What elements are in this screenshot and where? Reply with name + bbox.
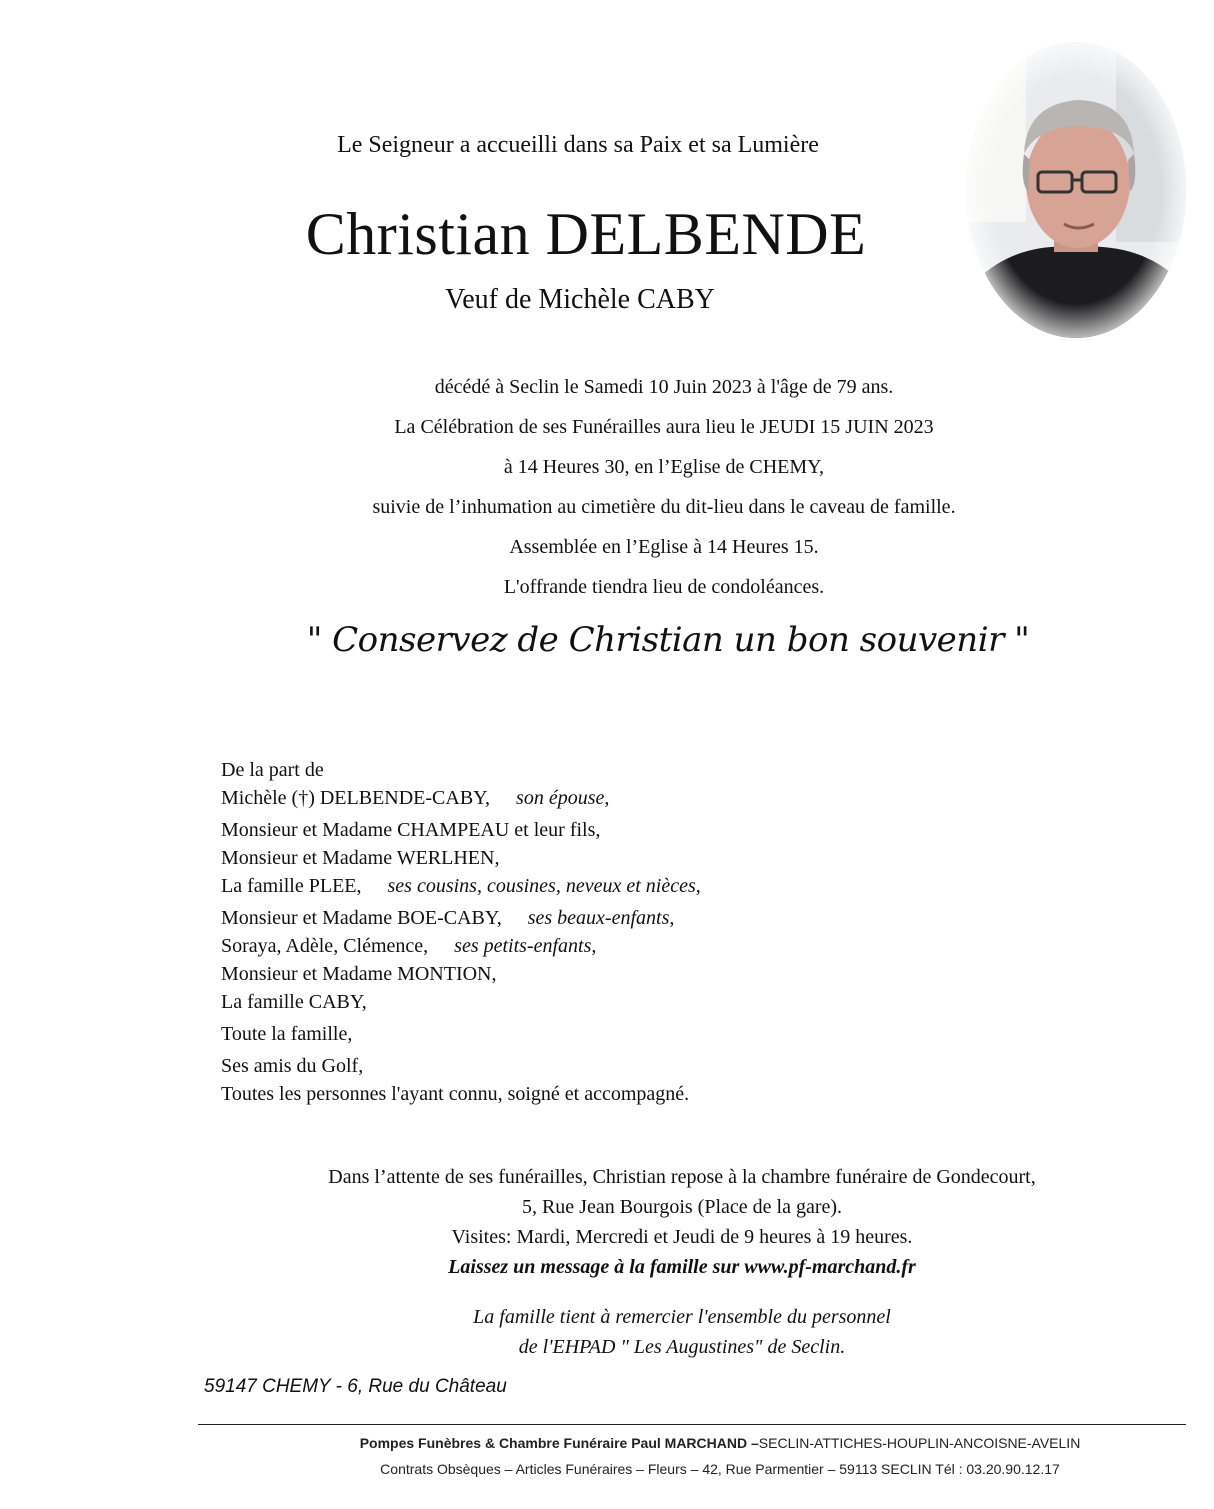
family-everyone: Toutes les personnes l'ayant connu, soigné et accompagné. [221,1083,690,1105]
family-list [221,756,701,1108]
portrait-illustration [966,42,1186,338]
family-grandchildren-row [221,932,701,960]
widow-of-line: Veuf de Michèle CABY [445,284,715,315]
wake-line-3: Visites: Mardi, Mercredi et Jeudi de 9 heures à 19 heures. [451,1226,913,1248]
family-friends: Ses amis du Golf, [221,1055,364,1077]
thanks-line-1: La famille tient à remercier l'ensemble du personnel [473,1306,891,1328]
family-address: 59147 CHEMY - 6, Rue du Château [204,1376,507,1397]
portrait-photo [966,42,1186,338]
family-all: Toute la famille, [221,1023,353,1045]
details-line-burial: suivie de l’inhumation au cimetière du dit-lieu dans le caveau de famille. [372,496,956,518]
memorial-quote: " Conservez de Christian un bon souvenir " [306,620,1030,660]
family-grandchildren-relation: ses petits-enfants, [454,935,597,957]
footer-locations: SECLIN-ATTICHES-HOUPLIN-ANCOISNE-AVELIN [758,1435,1081,1451]
family-other-1: Monsieur et Madame MONTION, [221,963,497,985]
footer-divider [198,1424,1186,1425]
family-stepchildren: Monsieur et Madame BOE-CABY, [221,907,502,929]
thanks-note [340,1302,1024,1362]
wake-info [240,1162,1124,1282]
service-details [300,372,1028,612]
family-stepchildren-row [221,904,701,932]
wake-line-2: 5, Rue Jean Bourgois (Place de la gare). [521,1196,843,1218]
deceased-name: Christian DELBENDE [305,201,867,267]
details-line-death: décédé à Seclin le Samedi 10 Juin 2023 à l'âge de 79 ans. [434,376,894,398]
thanks-line-2: de l'EHPAD " Les Augustines" de Seclin. [518,1336,846,1358]
family-cousins-2: Monsieur et Madame WERLHEN, [221,847,500,869]
details-line-celebration: La Célébration de ses Funérailles aura lieu le JEUDI 15 JUIN 2023 [394,416,934,438]
footer-company: Pompes Funèbres & Chambre Funéraire Paul MARCHAND – [359,1435,759,1451]
footer-services: Contrats Obsèques – Articles Funéraires – Fleurs – 42, Rue Parmentier – 59113 SECLIN Tél : 03.20.90.12.17 [380,1461,1060,1477]
family-cousins-3: La famille PLEE, [221,875,362,897]
details-line-offering: L'offrande tiendra lieu de condoléances. [503,576,825,598]
family-stepchildren-relation: ses beaux-enfants, [527,907,675,929]
family-from: De la part de [221,759,324,781]
footer-company-line [300,1435,1140,1451]
family-grandchildren: Soraya, Adèle, Clémence, [221,935,429,957]
wake-message-link[interactable]: Laissez un message à la famille sur www.pf-marchand.fr [448,1256,916,1278]
family-spouse: Michèle (†) DELBENDE-CABY, [221,787,491,809]
wake-line-1: Dans l’attente de ses funérailles, Christian repose à la chambre funéraire de Gondecourt, [328,1166,1036,1188]
family-spouse-relation: son épouse, [516,787,610,809]
family-other-2: La famille CABY, [221,991,367,1013]
family-cousins-1: Monsieur et Madame CHAMPEAU et leur fils, [221,819,601,841]
details-line-assembly: Assemblée en l’Eglise à 14 Heures 15. [509,536,819,558]
intro-line: Le Seigneur a accueilli dans sa Paix et sa Lumière [337,132,819,158]
family-cousins-3-row [221,872,701,900]
family-spouse-row [221,784,701,812]
details-line-time-place: à 14 Heures 30, en l’Eglise de CHEMY, [503,456,825,478]
family-cousins-relation: ses cousins, cousines, neveux et nièces, [387,875,701,897]
